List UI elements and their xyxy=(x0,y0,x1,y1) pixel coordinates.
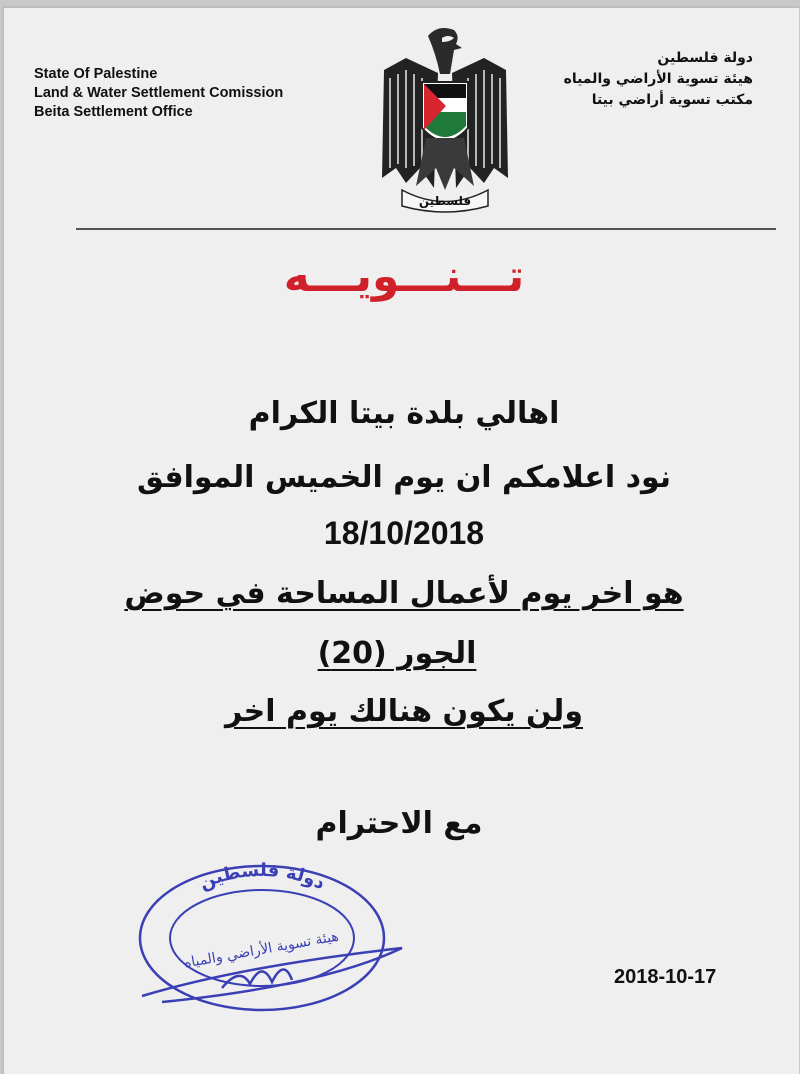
ar-header-line-2: هيئة تسوية الأراضي والمياه xyxy=(563,71,753,87)
arabic-header xyxy=(564,48,753,111)
notice-line-5-text: الجور (20) xyxy=(317,636,477,671)
notice-closing: مع الاحترام xyxy=(315,806,483,841)
header-divider xyxy=(76,228,776,230)
emblem-banner-text: فلسطين xyxy=(418,194,472,208)
ar-header-line-1: دولة فلسطين xyxy=(657,50,753,66)
ar-header-line-3: مكتب تسوية أراضي بيتا xyxy=(591,92,753,108)
notice-line-1: اهالي بلدة بيتا الكرام xyxy=(248,396,560,431)
notice-line-4-text: هو اخر يوم لأعمال المساحة في حوض xyxy=(124,576,684,611)
stamp-inner-text: هيئة تسوية الأراضي والمياه xyxy=(182,928,340,972)
document-date: 2018-10-17 xyxy=(614,966,717,988)
en-header-line-3: Beita Settlement Office xyxy=(34,104,193,120)
notice-title: تـــنـــويـــه xyxy=(283,251,525,302)
notice-line-5 xyxy=(4,636,800,671)
en-header-line-1: State Of Palestine xyxy=(34,66,158,82)
notice-date-line: 18/10/2018 xyxy=(323,515,485,551)
en-header-line-2: Land & Water Settlement Comission xyxy=(34,85,284,101)
notice-line-4 xyxy=(4,576,800,611)
english-header xyxy=(34,65,283,122)
palestine-eagle-emblem-icon xyxy=(376,18,514,213)
official-stamp-icon xyxy=(122,856,412,1016)
stamp-outer-text: دولة فلسطين xyxy=(196,859,329,895)
notice-page xyxy=(2,6,799,1074)
notice-line-6 xyxy=(4,694,800,729)
notice-line-6-text: ولن يكون هنالك يوم اخر xyxy=(225,694,583,729)
notice-line-2: نود اعلامكم ان يوم الخميس الموافق xyxy=(136,460,672,495)
